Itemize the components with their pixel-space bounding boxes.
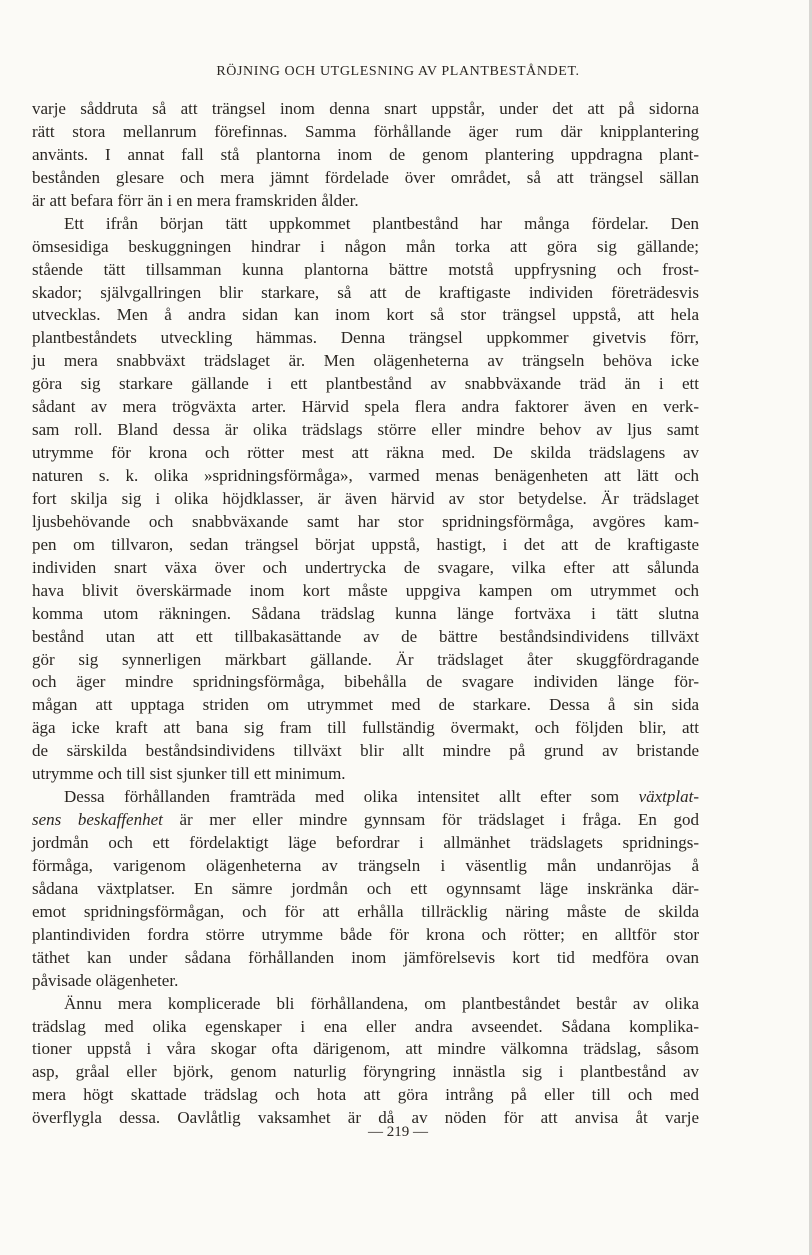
text-line: göra sig starkare gällande i ett plantbestånd av snabbväxande träd än i ett — [32, 374, 699, 394]
page-number: — 219 — — [368, 1124, 428, 1140]
text-line: påvisade olägenheter. — [32, 970, 179, 990]
text-line: utrymme för krona och rötter mest att räkna med. De skilda trädslagens av — [32, 443, 699, 463]
text-line: plantbeståndets utveckling hämmas. Denna trängsel uppkommer givetvis förr, — [32, 328, 699, 348]
text-line: är att befara förr än i en mera framskriden ålder. — [32, 190, 359, 210]
text-line: trädslag med olika egenskaper i ena eller andra avseendet. Sådana komplika- — [32, 1016, 699, 1036]
text-line: gör sig synnerligen märkbart gällande. Är trädslaget åter skuggfördragande — [32, 649, 699, 669]
text-line: asp, gråal eller björk, genom naturlig föryngring innästla sig i plantbestånd av — [32, 1062, 699, 1082]
text-line: rätt stora mellanrum förefinnas. Samma förhållande äger rum där knipplantering — [32, 121, 699, 141]
italic-term: växtplat- — [638, 787, 699, 807]
text-line: jordmån och ett fördelaktigt läge befordrar i allmänhet trädslagets spridnings- — [32, 833, 699, 852]
text-line: täthet kan under sådana förhållanden inom jämförelsevis kort tid medföra ovan — [32, 947, 699, 967]
text-line: Ännu mera komplicerade bli förhållandena, om plantbeståndet består av olika — [64, 993, 699, 1013]
text-line: emot spridningsförmågan, och för att erhålla tillräcklig näring måste de skilda — [32, 901, 699, 921]
text-line: och äger mindre spridningsförmåga, bibehålla de svagare individen länge för- — [32, 672, 699, 692]
text-run: är mer eller mindre gynnsam för trädslaget i fråga. En god — [162, 810, 700, 830]
running-header: RÖJNING OCH UTGLESNING AV PLANTBESTÅNDET. — [216, 64, 580, 79]
text-line: stående tätt tillsamman kunna plantorna bättre motstå uppfrysning och frost- — [32, 259, 699, 279]
text-line: ju mera snabbväxt trädslaget är. Men olägenheterna av trängseln behöva icke — [32, 351, 699, 371]
italic-term: sens beskaffenhet — [32, 810, 163, 830]
text-line: de särskilda beståndsindividens tillväxt blir allt mindre på grund av bristande — [32, 741, 699, 761]
text-line: varje såddruta så att trängsel inom denna snart uppstår, under det att på sidorna — [32, 99, 699, 118]
text-line: utvecklas. Men å andra sidan kan inom kort så stor trängsel uppstå, att hela — [32, 305, 699, 325]
text-line: ljusbehövande och snabbväxande samt har stor spridningsförmåga, avgöres kam- — [32, 511, 699, 531]
text-line: sådant av mera trögväxta arter. Härvid spela flera andra faktorer även en verk- — [32, 397, 699, 417]
text-line: individen snart växa över och undertrycka de svagare, vilka efter att sålunda — [32, 557, 699, 577]
text-run: Dessa förhållanden framträda med olika intensitet allt efter som — [64, 787, 639, 807]
body-text — [32, 98, 699, 1130]
text-line: sådana växtplatser. En sämre jordmån och ett ogynnsamt läge inskränka där- — [32, 878, 699, 898]
text-line: mera högt skattade trädslag och hota att göra intrång på eller till och med — [32, 1085, 699, 1105]
text-line: använts. I annat fall stå plantorna inom de genom plantering uppdragna plant- — [32, 144, 699, 164]
text-line: naturen s. k. olika »spridningsförmåga», varmed menas benägenheten att lätt och — [32, 466, 699, 485]
text-line: tioner uppstå i våra skogar ofta därigenom, att mindre välkomna trädslag, såsom — [32, 1039, 699, 1059]
text-line: komma utom räkningen. Sådana trädslag kunna länge fortväxa i tätt slutna — [32, 603, 699, 623]
text-line: förmåga, varigenom olägenheterna av trängseln i väsentlig mån undanröjas å — [32, 855, 699, 875]
text-line: överflygla dessa. Oavlåtlig vaksamhet är då av nöden för att anvisa åt varje — [32, 1108, 699, 1128]
text-line: pen om tillvaron, sedan trängsel börjat uppstå, hastigt, i det att de kraftigaste — [32, 534, 699, 554]
text-line: plantindividen fordra större utrymme både för krona och rötter; en alltför stor — [32, 924, 699, 944]
text-line: skador; självgallringen blir starkare, så att de kraftigaste individen företrädesvis — [32, 282, 699, 302]
text-line: ömsesidiga beskuggningen hindrar i någon mån torka att göra sig gällande; — [32, 236, 699, 256]
text-line: bestånd utan att ett tillbakasättande av de bättre beståndsindividens tillväxt — [32, 626, 699, 646]
text-line: äga icke kraft att bana sig fram till fullständig övermakt, och följden blir, att — [32, 718, 699, 738]
text-line: bestånden glesare och mera jämnt fördelade över området, så att trängsel sällan — [32, 167, 699, 187]
text-line: mågan att upptaga striden om utrymmet med de starkare. Dessa å sin sida — [32, 695, 699, 715]
text-line: Ett ifrån början tätt uppkommet plantbestånd har många fördelar. Den — [64, 213, 699, 233]
text-line: hava blivit överskärmade inom kort måste uppgiva kampen om utrymmet och — [32, 580, 699, 600]
text-line: sam roll. Bland dessa är olika trädslags större eller mindre behov av ljus samt — [32, 420, 699, 440]
text-line — [32, 809, 699, 832]
text-line: fort skilja sig i olika höjdklasser, är även härvid av stor betydelse. Är trädslaget — [32, 488, 699, 508]
text-line: utrymme och till sist sjunker till ett minimum. — [32, 764, 346, 784]
text-line — [32, 786, 699, 809]
